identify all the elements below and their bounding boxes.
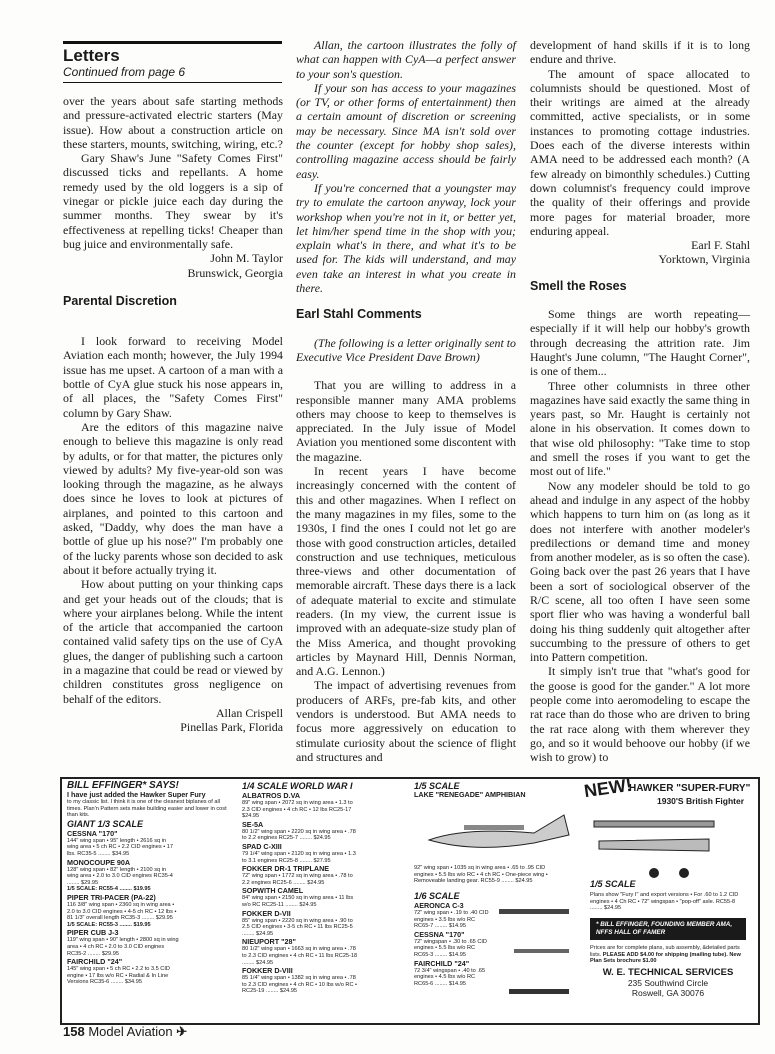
ad-scale-label: 1/5 SCALE — [590, 879, 636, 889]
paragraph: Some things are worth repeating—especially if it will help our hobby's growth through decreasing the attrition rate. Jim Haught's June column, "The Haught Corner", is one of them... — [530, 307, 750, 379]
ad-item-desc: 119" wing span • 90" length • 2800 sq in wing area • 4 ch RC • 2.0 to 3.0 CID engines RC35-2 ........ $29.95 — [67, 937, 179, 957]
paragraph: The amount of space allocated to columnists should be questioned. Most of their writings are aimed at the already committed, active specialists, or in some instances to promoting cottage industries. Does each of the diverse interests within AMA need to be addressed each month? (A few already on bimonthly schedules.) Cutting down columnist's frequency could improve the quality of their offerings and provide more pages for material broader, more enduring appeal. — [530, 66, 750, 238]
paragraph: In recent years I have become increasingly concerned with the content of this and other magazines. When I reflect on the many magazines in my files, some to the 1930s, I find the ones I could not let go are those with good construction articles, detailed construction and use techniques, meticulous three-views and other documentation of memorable aircraft. These days there is a lack of adequate material to excite and stimulate readers. (In my view, the current issue is improved with an adequate-size study plan of the Miss America, and thought provoking articles by Maynard Hill, Dennis Norman, and A.G. Lennon.) — [296, 464, 516, 679]
ad-item-desc: 80 1/2" wing span • 1663 sq in wing area • .78 to 2.3 CID engines • 4 ch RC • 11 lbs RC25-18 ........ $24.95 — [242, 946, 358, 966]
signature-name: Earl F. Stahl — [691, 238, 750, 253]
section-title: Letters — [63, 46, 120, 65]
ad-right-section — [414, 774, 754, 1021]
ad-item-name: ALBATROS D.VA — [242, 791, 301, 800]
ad-intro: to my classic list. I think it is one of the cleanest biplanes of all times. Plan'n Pattern sets make building easier and lower in cost than kits. — [67, 799, 227, 819]
ad-item-name: FAIRCHILD "24" — [414, 958, 470, 968]
ad-intro-bold: I have just added the Hawker Super Fury — [67, 790, 206, 799]
paragraph: If you're concerned that a youngster may try to emulate the cartoon anyway, lock your workshop when you're not in it, or better yet, let him/her spend time in the shop with you; explain what's in there, and what it's to be used for. The kids will understand, and may even take an interest in what you create in there. — [296, 180, 516, 296]
hawker-fury-image — [589, 811, 719, 881]
ad-item-extra: 1/5 SCALE: RC55-4 ........ $19.95 — [67, 886, 151, 893]
column-2 — [296, 38, 516, 764]
signature-place: Brunswick, Georgia — [187, 265, 283, 280]
ad-item-desc: Plans show "Fury I" and export versions • For .60 to 1.2 CID engines • 4 Ch RC • 72" wingspan • "pop-off" axle. RC55-8 ........ $24.95 — [590, 892, 739, 912]
paragraph: I look forward to receiving Model Aviation each month; however, the July 1994 issue has me upset. A cartoon of a man with a bottle of CyA glue stuck his nose appears in, of all places, the "Safety Comes First" column by Gary Shaw. — [63, 334, 283, 420]
ad-section-title: GIANT 1/3 SCALE — [67, 818, 144, 829]
ad-item-name: NIEUPORT "28" — [242, 937, 296, 947]
signature-place: Yorktown, Virginia — [658, 252, 750, 267]
ad-item-name: FOKKER D-VIII — [242, 966, 293, 976]
ad-item-desc: 128" wing span • 82" length • 2100 sq in wing area • 2.0 to 3.0 CID engines RC35-4 ........ $29.95 — [67, 866, 173, 886]
paragraph: Are the editors of this magazine naive enough to believe this magazine is only read by adults, or for that matter, the pictures only viewed by adults? My five-year-old son was looking through the magazine, as he always does since he loves to look at pictures of airplanes, and pointed to this cartoon and asked, "Daddy, why does the man have a bottle of glue up his nose?" I'm probably one of the lucky parents whose son decided to ask about it before actually trying it. — [63, 419, 283, 577]
ad-item-name: SPAD C-XIII — [242, 841, 282, 851]
ad-item-name: HAWKER "SUPER-FURY" — [629, 783, 751, 794]
ad-item-name: FOKKER D-VII — [242, 908, 291, 918]
article-heading: Earl Stahl Comments — [296, 307, 422, 322]
ad-scale-label: 1/6 SCALE — [414, 891, 460, 901]
magazine-name: Model Aviation — [88, 1024, 173, 1039]
ad-item-name: LAKE "RENEGADE" AMPHIBIAN — [414, 790, 526, 799]
paragraph: It simply isn't true that "what's good for the goose is good for the gander." A lot more people come into aeromodeling to escape the rat race than do those who are driven to bring the rat race along with them wherever they go, and so it would behoove our hobby (if we wish to grow) to — [530, 664, 750, 765]
shipping-note: PLEASE ADD $4.00 for shipping (mailing tube). New Plan Sets brochure $1.00 — [590, 951, 741, 965]
amphibian-plane-image — [424, 805, 574, 855]
ad-item-name: SOPWITH CAMEL — [242, 886, 304, 896]
page-number: 158 — [63, 1024, 85, 1039]
paragraph: The impact of advertising revenues from producers of ARFs, pre-fab kits, and other vendors is understood. But AMA needs to focus more aggressively on education to stimulate curiosity about the science of flight and structures and — [296, 678, 516, 764]
new-label: NEW! — [582, 774, 634, 802]
ad-scale-label: 1/5 SCALE — [414, 781, 460, 791]
signature-place: Pinellas Park, Florida — [180, 720, 283, 735]
company-address: 235 Southwind Circle — [627, 978, 709, 988]
ad-item-name: FOKKER DR-1 TRIPLANE — [242, 864, 330, 874]
founder-banner: * BILL EFFINGER, FOUNDING MEMBER AMA, NFFS HALL OF FAMER — [590, 918, 746, 940]
ad-item-desc: 79 1/4" wing span • 2120 sq in wing area • 1.3 to 3.1 engines RC25-8 ........ $27.95 — [242, 850, 356, 864]
ad-item-desc: 85 1/4" wing span • 1382 sq in wing area • .78 to 2.3 CID engines • 4 ch RC • 10 lbs w/o RC • RC25-19 ........ $24.95 — [242, 975, 358, 995]
column-1 — [63, 94, 283, 734]
ad-item-desc: 84" wing span • 2150 sq in wing area • 11 lbs w/o RC RC25-11 ........ $24.95 — [242, 895, 354, 908]
paragraph: development of hand skills if it is to long endure and thrive. — [530, 38, 750, 67]
ad-item-subtitle: 1930'S British Fighter — [657, 796, 745, 806]
ad-item-desc: 89" wing span • 2072 sq in wing area • 1.3 to 2.3 CID engines • 4 ch RC • 12 lbs RC25-17 $24.95 — [242, 800, 353, 820]
paragraph: Gary Shaw's June "Safety Comes First" discussed ticks and repellants. A home remedy used by the old loggers is a sip of vinegar or pickle juice each day during the summer months. They swear by it's effectiveness at repelling ticks! Cheaper than bug juice and environmentally safe. — [63, 151, 283, 251]
ad-item-name: SE-5A — [242, 819, 264, 829]
article-heading: Parental Discretion — [63, 293, 177, 308]
ad-item-name: FAIRCHILD "24" — [67, 957, 123, 967]
ad-item-extra: 1/5 SCALE: RC55-3 ........ $19.95 — [67, 921, 151, 928]
ad-item-desc: 144" wing span • 95" length • 2616 sq in wing area • 5 ch RC • 2.2 CID engines • 17 lbs. RC35-5 ........ $34.95 — [67, 837, 173, 857]
signature-name: Allan Crispell — [215, 705, 283, 720]
paragraph: How about putting on your thinking caps and get your heads out of the clouds; that is where your airplanes belong. While the intent of the article that accompanied the cartoon contained valid safety tips on the use of CyA glues, the danger of publishing such a cartoon in a magazine that could be read or viewed by children constitutes gross negligence on behalf of the editors. — [63, 577, 283, 706]
ad-left-section — [67, 781, 235, 986]
ad-item-desc: 80 1/2" wing span • 2220 sq in wing area • .78 to 2.2 engines RC25-7 ........ $24.95 — [242, 828, 356, 842]
ad-item-desc: 92" wing span • 1035 sq in wing area • .65 to .95 CID engines • 5.5 lbs w/o RC • 4 ch RC • One-piece wing • Removeable landing gear. RC55-9 ........ $24.95 — [414, 865, 548, 885]
section-subtitle: Continued from page 6 — [63, 65, 186, 79]
column-3 — [530, 38, 750, 765]
page-footer — [63, 1024, 187, 1040]
ad-item-name: PIPER CUB J-3 — [67, 928, 119, 938]
paragraph: (The following is a letter originally sent to Executive Vice President Dave Brown) — [296, 335, 516, 364]
section-header — [63, 41, 282, 83]
company-name: W. E. TECHNICAL SERVICES — [602, 967, 734, 978]
paragraph: over the years about safe starting methods and pressure-activated electric starters (May issue). How about a construction article on these starters, mounts, switching, wiring, etc.? — [63, 94, 283, 151]
ad-item-name: CESSNA "170" — [414, 929, 465, 939]
ad-item-name: PIPER TRI-PACER (PA-22) — [67, 892, 156, 902]
paragraph: Three other columnists in three other magazines have said exactly the same thing in years past, so Mr. Haught is certainly not alone in his observation. It comes down to that wise old philosophy: "Take time to stop and smell the roses if you want to get the most out of life." — [530, 378, 750, 479]
ad-item-name: AERONCA C-3 — [414, 901, 464, 910]
paragraph: If your son has access to your magazines (or TV, or other forms of entertainment) then a certain amount of discretion or screening may be necessary. Since MA isn't sold over the counter (except for hobby shop sales), controlling magazine access should be fairly easy. — [296, 80, 516, 181]
ad-item-desc: 116 3/8" wing span • 2360 sq in wing area • 2.0 to 3.0 CID engines • 4-5 ch RC • 12 lbs • 81 1/3" overall length RC35-3 ........ $29.95 — [67, 901, 177, 922]
ad-item-desc: 85" wing span • 2220 sq in wing area • .90 to 2.5 CID engines • 3-5 ch RC • 11 lbs RC25-5 ........ $24.95 — [242, 917, 353, 937]
paragraph: Now any modeler should be told to go ahead and indulge in any aspect of the hobby which happens to turn him on (as long as it does not interfere with another modeler's predilections or demand time and money from another modeler, as is so often the case). Going back over the past 26 years that I have been a sort of sociological observer of the R/C scene, all too often I have seen some sport flier who was having a wonderful ball doing his thing suddenly quit altogether after succumbing to the pressure of others to get into Pattern competition. — [530, 478, 750, 665]
ad-item-name: CESSNA "170" — [67, 828, 118, 838]
ad-title: BILL EFFINGER* SAYS! — [67, 780, 179, 791]
prices-note: Prices are for complete plans, sub assembly, &detailed parts lists. — [590, 945, 740, 958]
paragraph: Allan, the cartoon illustrates the folly of what can happen with CyA—a perfect answer to your son's question. — [296, 38, 516, 81]
ad-section-title: 1/4 SCALE WORLD WAR I — [242, 781, 353, 791]
article-heading: Smell the Roses — [530, 278, 627, 293]
company-city: Roswell, GA 30076 — [631, 988, 705, 998]
signature-name: John M. Taylor — [210, 251, 283, 266]
ad-item-name: MONOCOUPE 90A — [67, 857, 131, 867]
ad-item-desc: 72" wingspan • .30 to .65 CID engines • 5.5 lbs w/o RC RC65-3 ........ $14.95 — [414, 938, 487, 958]
ad-item-desc: 72 3/4" wingspan • .40 to .65 engines • 4.5 lbs w/o RC RC65-6 ........ $14.95 — [414, 967, 486, 987]
airplane-icon: ✈ — [176, 1024, 188, 1039]
ad-item-desc: 72" wing span • .19 to .40 CID engines • 3.5 lbs w/o RC RC65-7 ........ $14.95 — [414, 910, 489, 930]
ad-item-desc: 72" wing span • 1772 sq in wing area • .78 to 2.2 engines RC25-6 ........ $24.95 — [242, 873, 353, 886]
ad-item-desc: 145" wing span • 5 ch RC • 2.2 to 3.5 CID engine • 17 lbs w/o RC • Radial & In Line Versions RC35-6 ........ $34.95 — [67, 966, 170, 986]
small-planes-image — [494, 899, 574, 1009]
advertisement — [60, 774, 760, 1025]
paragraph: That you are willing to address in a responsible manner many AMA problems others may choose to keep to themselves is appreciated. In the July issue of Model Aviation you mentioned some discontent with the magazine. — [296, 378, 516, 464]
ad-middle-section — [242, 781, 410, 995]
